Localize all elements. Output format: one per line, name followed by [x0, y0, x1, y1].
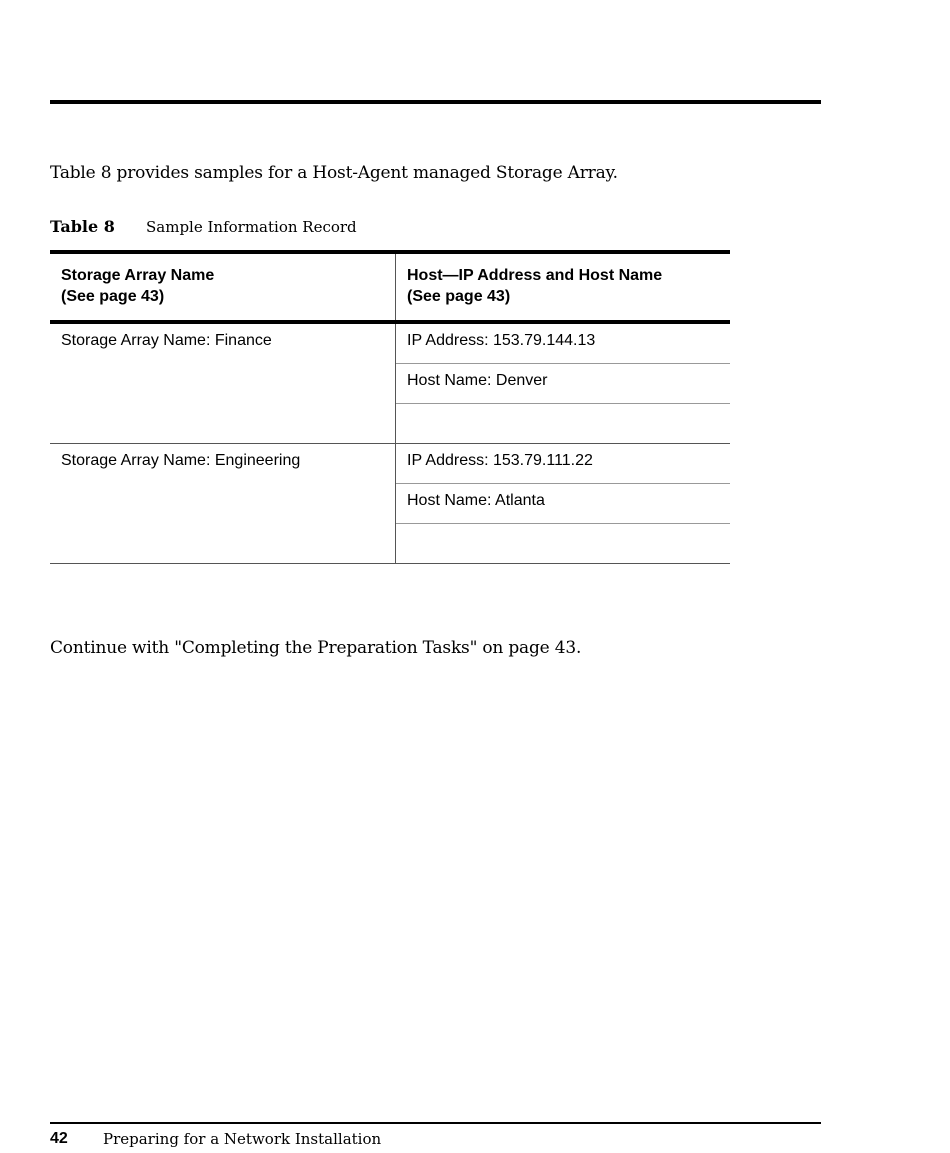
header-right-line1: Host—IP Address and Host Name — [407, 267, 663, 284]
cell-host-engineering: Host Name: Atlanta — [396, 484, 731, 524]
table-row — [50, 322, 730, 364]
footer-rule — [50, 1122, 821, 1124]
cell-empty-finance — [396, 404, 731, 444]
table-caption-number: Table 8 — [50, 217, 115, 236]
cell-empty-engineering — [396, 524, 731, 564]
header-left-line2: (See page 43) — [61, 288, 165, 305]
footer-page-number: 42 — [50, 1130, 68, 1147]
table-caption — [50, 217, 357, 236]
header-host-ip-address — [396, 252, 731, 322]
intro-paragraph: Table 8 provides samples for a Host-Agent managed Storage Array. — [50, 163, 618, 183]
table-row — [50, 444, 730, 484]
cell-ip-engineering: IP Address: 153.79.111.22 — [396, 444, 731, 484]
header-right-line2: (See page 43) — [407, 288, 511, 305]
header-rule — [50, 100, 821, 104]
cell-host-finance: Host Name: Denver — [396, 364, 731, 404]
header-left-line1: Storage Array Name — [61, 267, 215, 284]
footer-section-title: Preparing for a Network Installation — [103, 1130, 382, 1148]
cell-array-name-finance: Storage Array Name: Finance — [50, 322, 396, 444]
header-storage-array-name — [50, 252, 396, 322]
cell-array-name-engineering: Storage Array Name: Engineering — [50, 444, 396, 564]
sample-information-table — [50, 250, 730, 564]
table-header-row — [50, 252, 730, 322]
table-caption-title: Sample Information Record — [146, 218, 357, 236]
cell-ip-finance: IP Address: 153.79.144.13 — [396, 322, 731, 364]
continue-paragraph: Continue with "Completing the Preparation Tasks" on page 43. — [50, 638, 582, 658]
